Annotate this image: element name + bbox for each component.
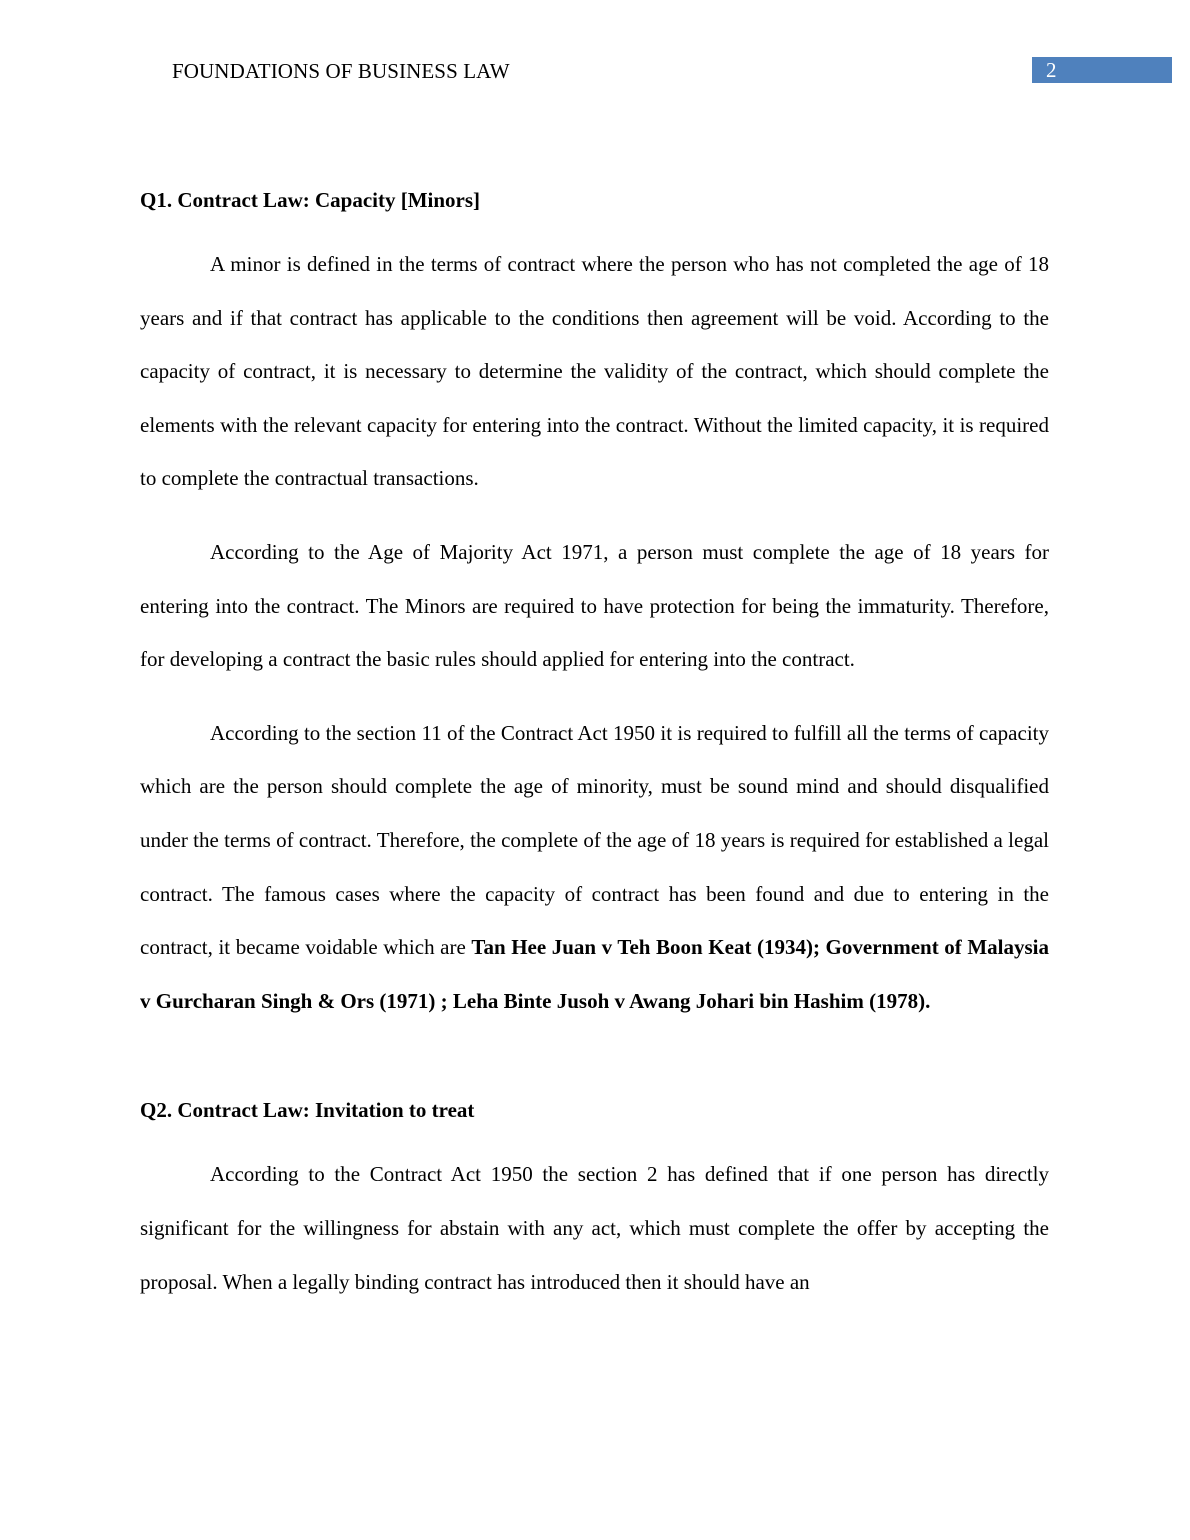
page-number-badge: 2 <box>1032 57 1172 83</box>
q1-paragraph-3 <box>140 707 1049 1029</box>
q1-case-citations: Tan Hee Juan v Teh Boon Keat (1934); Government of Malaysia v Gurcharan Singh & Ors (1971) ; Leha Binte Jusoh v Awang Johari bin Hashim (1978). <box>140 935 1050 1013</box>
q1-heading: Q1. Contract Law: Capacity [Minors] <box>140 188 481 212</box>
running-header-title: FOUNDATIONS OF BUSINESS LAW <box>172 59 510 83</box>
q1-paragraph-1: A minor is defined in the terms of contract where the person who has not completed the age of 18 years and if that contract has applicable to the conditions then agreement will be void. According to the capacity of contract, it is necessary to determine the validity of the contract, which should complete the elements with the relevant capacity for entering into the contract. Without the limited capacity, it is required to complete the contractual transactions. <box>140 252 1049 491</box>
q2-paragraph-1: According to the Contract Act 1950 the section 2 has defined that if one person has directly significant for the willingness for abstain with any act, which must complete the offer by accepting the proposal. When a legally binding contract has introduced then it should have an <box>140 1162 1049 1294</box>
q1-paragraph-3-text: According to the section 11 of the Contract Act 1950 it is required to fulfill all the terms of capacity which are the person should complete the age of minority, must be sound mind and should disqualified under the terms of contract. Therefore, the complete of the age of 18 years is required for established a legal contract. The famous cases where the capacity of contract has been found and due to entering in the contract, it became voidable which are <box>140 720 1049 960</box>
document-body <box>140 184 1049 1309</box>
q2-heading: Q2. Contract Law: Invitation to treat <box>140 1098 475 1123</box>
q1-paragraph-2: According to the Age of Majority Act 1971, a person must complete the age of 18 years for entering into the contract. The Minors are required to have protection for being the immaturity. Therefore, for developing a contract the basic rules should applied for entering into the contract. <box>140 539 1049 672</box>
